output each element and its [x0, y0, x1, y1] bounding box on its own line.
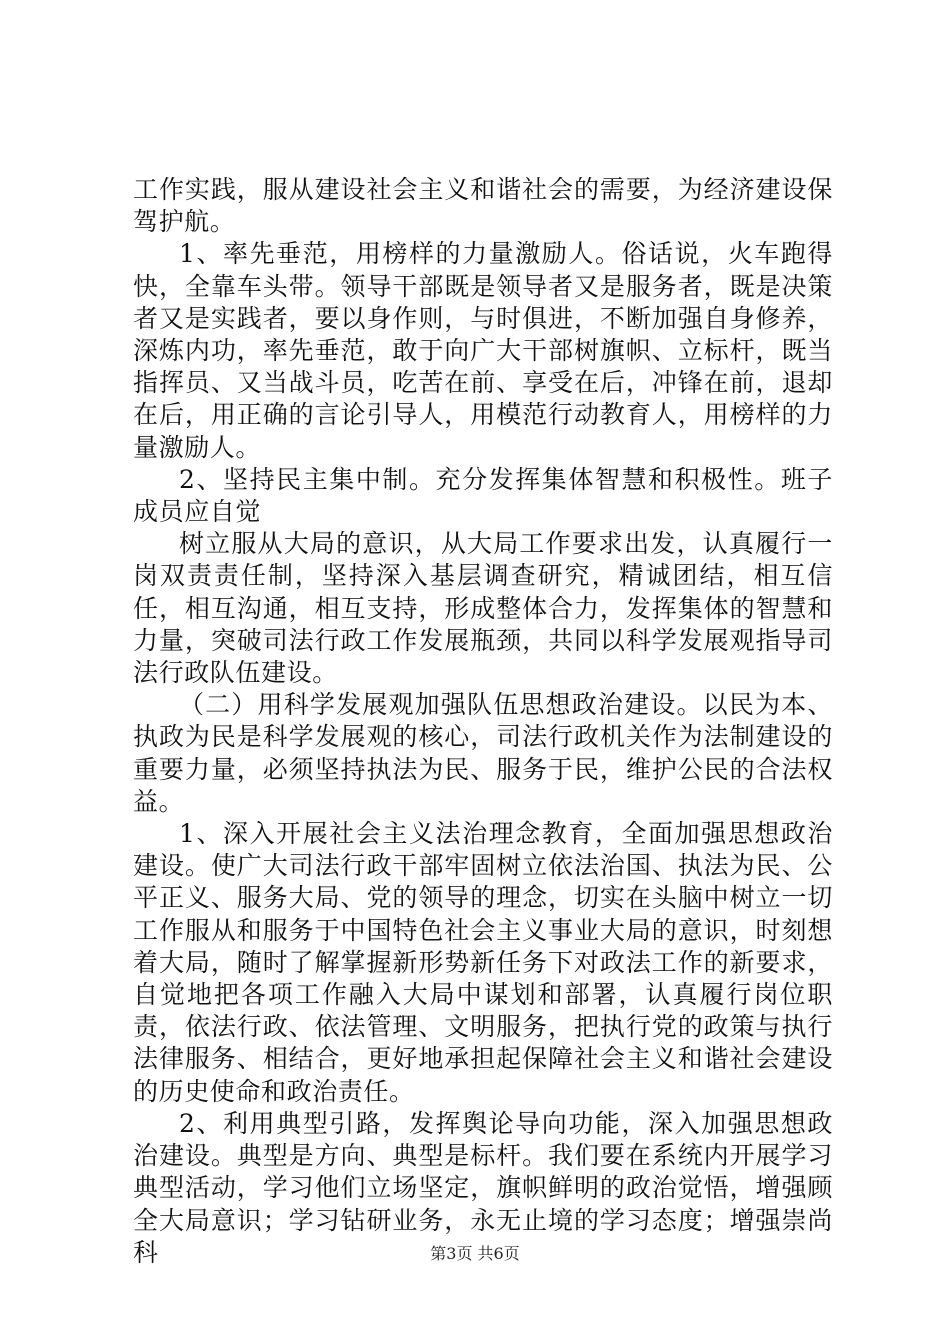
paragraph: 树立服从大局的意识，从大局工作要求出发，认真履行一岗双责责任制，坚持深入基层调查研究，精诚团结，相互信任，相互沟通，相互支持，形成整体合力，发挥集体的智慧和力量，突破司法行政工作发展瓶颈，共同以科学发展观指导司法行政队伍建设。: [133, 529, 833, 688]
paragraph: （二）用科学发展观加强队伍思想政治建设。以民为本、执政为民是科学发展观的核心，司法行政机关作为法制建设的重要力量，必须坚持执法为民、服务于民，维护公民的合法权益。: [133, 690, 833, 816]
paragraph: 工作实践，服从建设社会主义和谐社会的需要，为经济建设保驾护航。: [133, 175, 833, 237]
body-text: [133, 174, 833, 1269]
paragraph: 1、率先垂范，用榜样的力量激励人。俗话说，火车跑得快，全靠车头带。领导干部既是领导者又是服务者，既是决策者又是实践者，要以身作则，与时俱进，不断加强自身修养，深炼内功，率先垂范，敢于向广大干部树旗帜、立标杆，既当指挥员、又当战斗员，吃苦在前、享受在后，冲锋在前，退却在后，用正确的言论引导人，用模范行动教育人，用榜样的力量激励人。: [133, 239, 833, 462]
paragraph: 2、利用典型引路，发挥舆论导向功能，深入加强思想政治建设。典型是方向、典型是标杆。我们要在系统内开展学习典型活动，学习他们立场坚定，旗帜鲜明的政治觉悟，增强顾全大局意识；学习钻研业务，永无止境的学习态度；增强崇尚科: [133, 1108, 833, 1267]
page-number-footer: 第3页 共6页: [430, 1244, 520, 1263]
paragraph: 2、坚持民主集中制。充分发挥集体智慧和积极性。班子成员应自觉: [133, 464, 833, 527]
paragraph: 1、深入开展社会主义法治理念教育，全面加强思想政治建设。使广大司法行政干部牢固树立依法治国、执法为民、公平正义、服务大局、党的领导的理念，切实在头脑中树立一切工作服从和服务于中国特色社会主义事业大局的意识，时刻想着大局，随时了解掌握新形势新任务下对政法工作的新要求，自觉地把各项工作融入大局中谋划和部署，认真履行岗位职责，依法行政、依法管理、文明服务，把执行党的政策与执行法律服务、相结合，更好地承担起保障社会主义和谐社会建设的历史使命和政治责任。: [133, 819, 833, 1106]
